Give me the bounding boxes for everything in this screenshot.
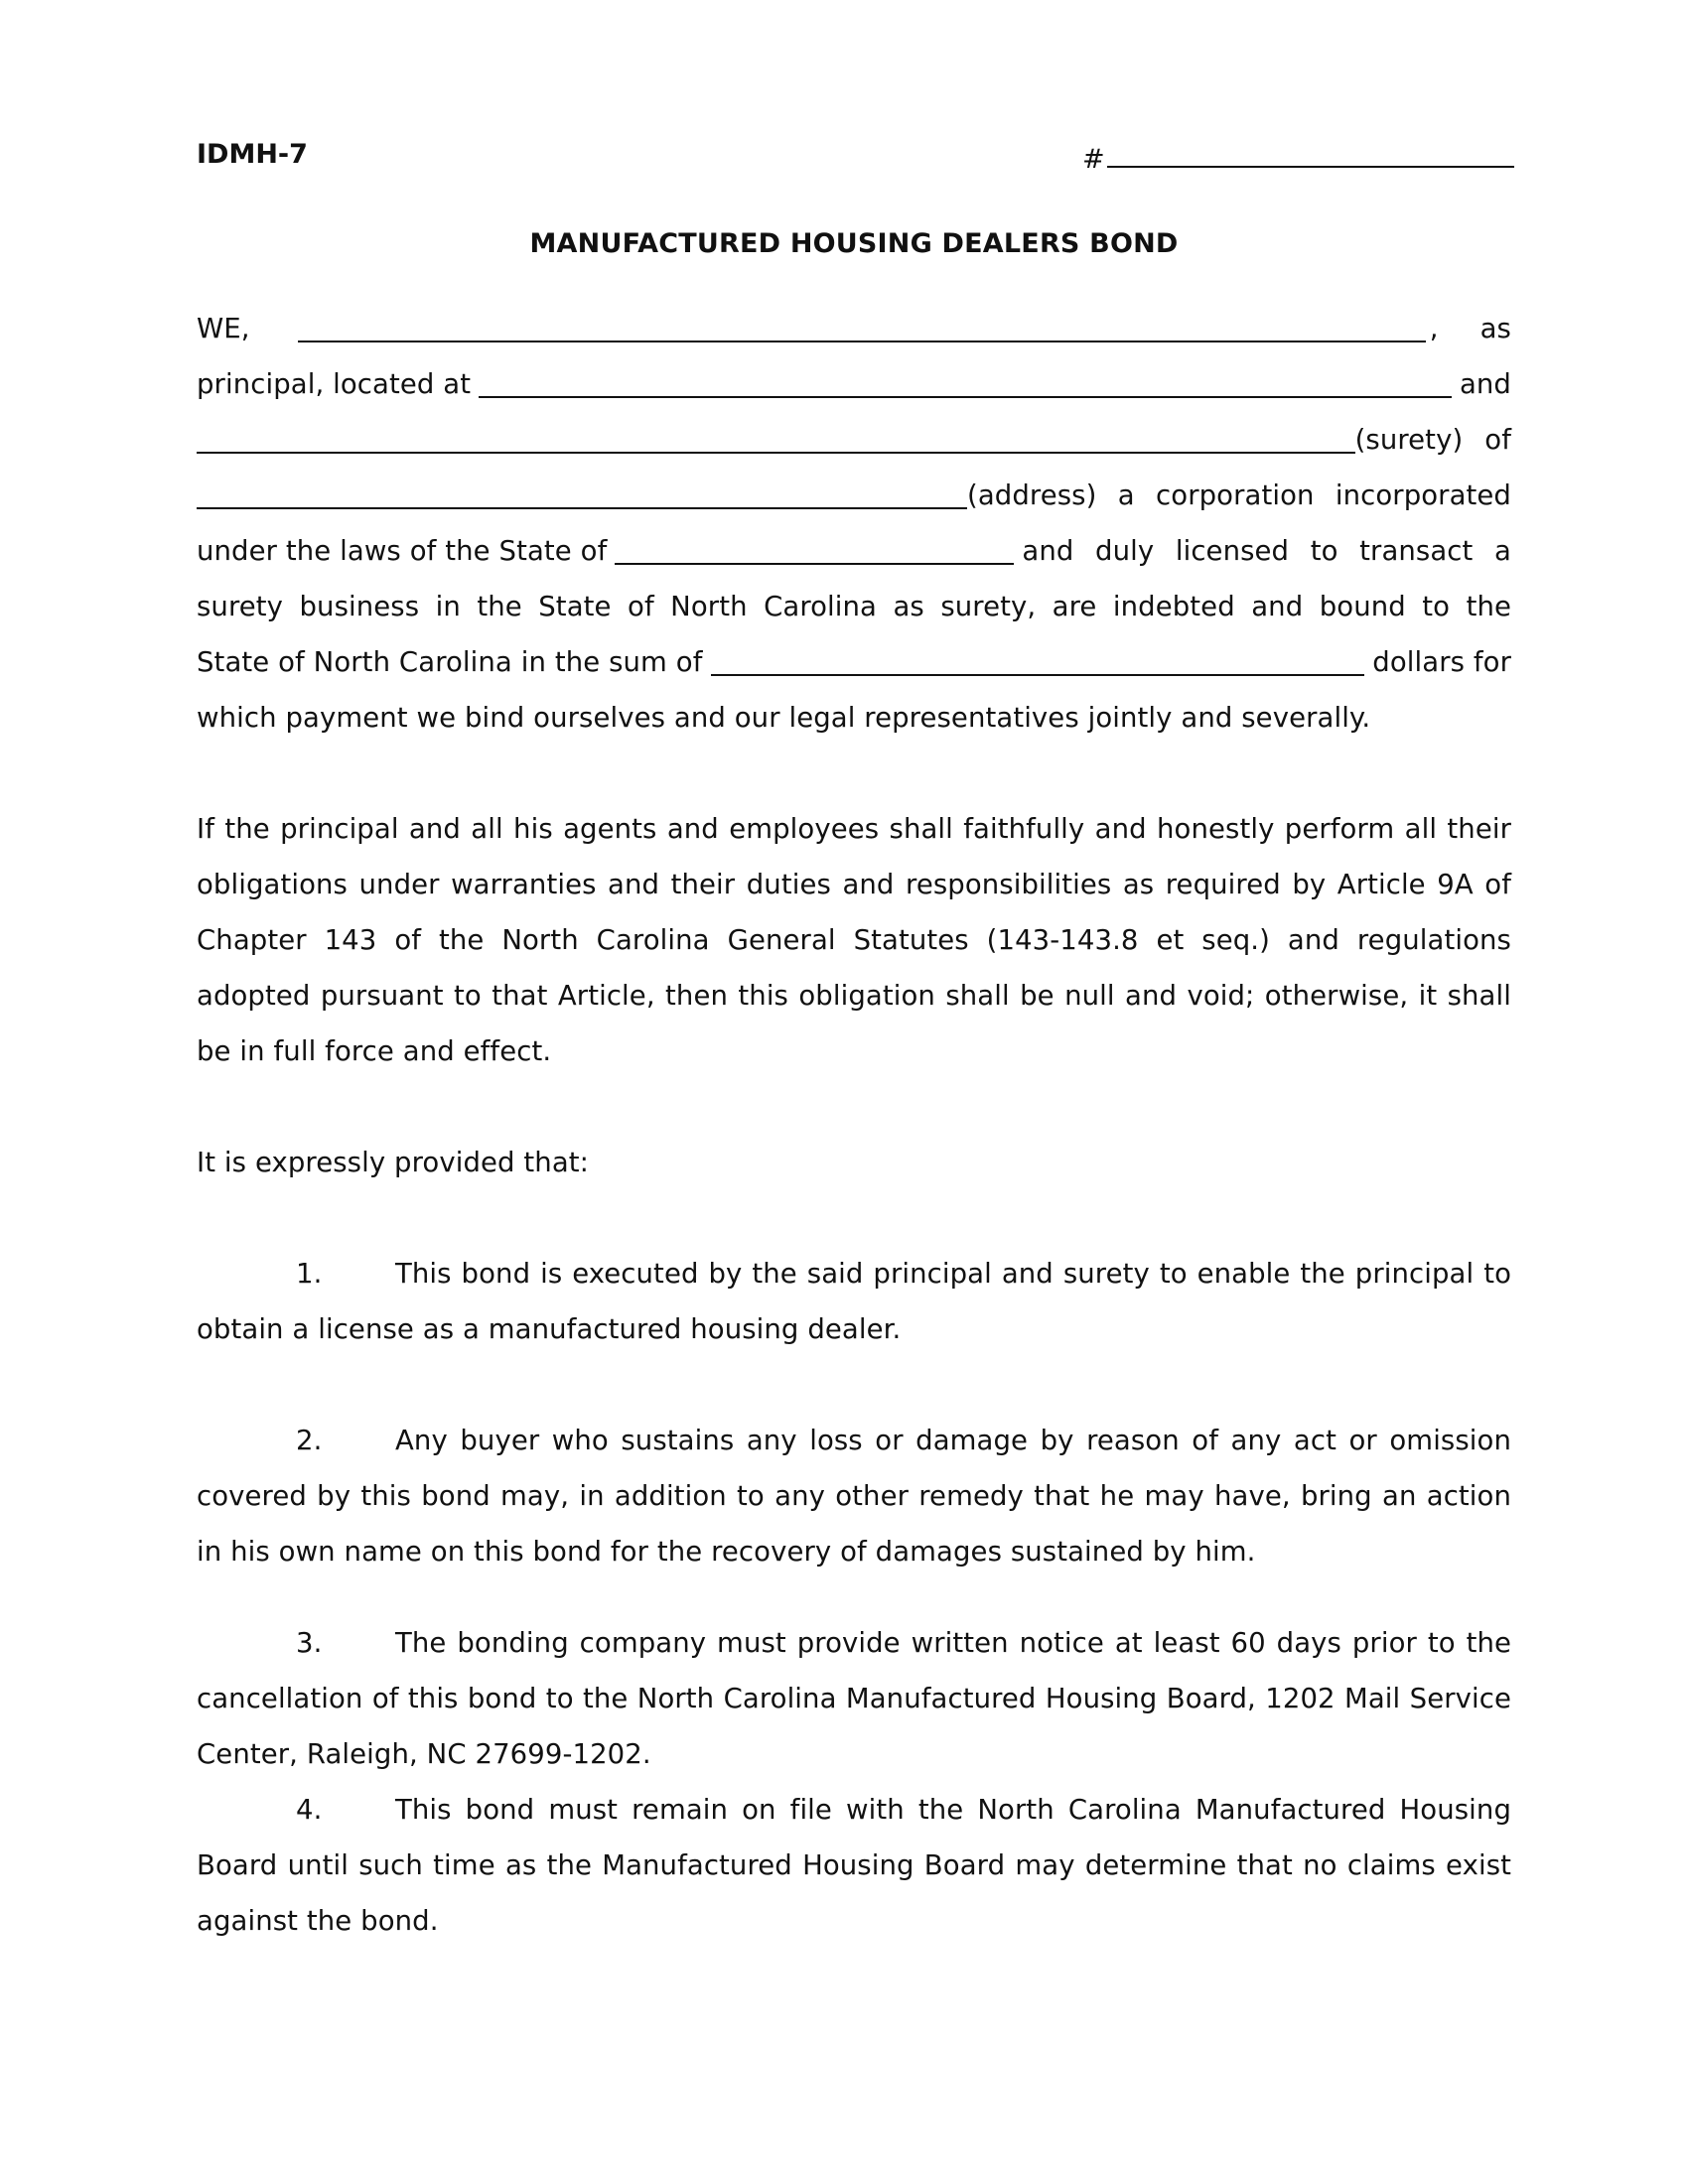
provision-text: This bond must remain on file with the North Carolina Manufactured Housing Board until such time as the Manufactured Housing Board may determine that no claims exist against the bond. — [197, 1794, 1511, 1937]
provided-intro: It is expressly provided that: — [197, 1147, 590, 1178]
and-label: and — [1459, 368, 1511, 400]
incorporation-state-blank[interactable] — [615, 533, 1014, 565]
condition-paragraph: If the principal and all his agents and employees shall faithfully and honestly perform all their obligations under warranties and their duties and responsibilities as required by Article 9A of Chapter 143 of the North Carolina General Statutes (143-143.8 et seq.) and regulations adopted pursuant to that Article, then this obligation shall be null and void; otherwise, it shall be in full force and effect. — [197, 813, 1511, 1067]
provision-number: 1. — [296, 1258, 323, 1290]
bond-number-blank[interactable] — [1107, 139, 1514, 168]
principal-name-blank[interactable] — [298, 311, 1426, 342]
duly-licensed-label: and duly licensed to transact a — [1022, 535, 1511, 567]
provision-text: Any buyer who sustains any loss or damage by reason of any act or omission covered by this bond may, in addition to any other remedy that he may have, bring an action in his own name on this bond for the recovery of damages sustained by him. — [197, 1425, 1511, 1568]
document-title: MANUFACTURED HOUSING DEALERS BOND — [529, 228, 1179, 259]
bond-line-3 — [197, 412, 1511, 468]
bond-line-6: surety business in the State of North Carolina as surety, are indebted and bound to the — [197, 591, 1511, 622]
bond-line-2 — [197, 356, 1511, 412]
of-label: of — [1484, 424, 1511, 456]
provision-number: 3. — [296, 1627, 323, 1659]
provision-4 — [197, 1782, 1511, 1949]
bond-line-7 — [197, 634, 1511, 690]
under-laws-label: under the laws of the State of — [197, 535, 608, 567]
bond-line-1 — [197, 301, 1511, 356]
provision-text: The bonding company must provide written notice at least 60 days prior to the cancellation of this bond to the North Carolina Manufactured Housing Board, 1202 Mail Service Center, Raleigh, NC 27699-1202. — [197, 1627, 1511, 1770]
surety-address-blank[interactable] — [197, 478, 967, 509]
number-label: # — [1082, 144, 1105, 175]
header — [197, 139, 1511, 179]
principal-address-blank[interactable] — [479, 366, 1452, 398]
document-page — [197, 139, 1511, 1949]
as-label: as — [1479, 313, 1511, 344]
form-id: IDMH-7 — [197, 139, 308, 170]
provision-1 — [197, 1246, 1511, 1357]
principal-located-label: principal, located at — [197, 368, 472, 400]
provision-text: This bond is executed by the said principal and surety to enable the principal to obtain a license as a manufactured housing dealer. — [197, 1258, 1511, 1345]
bond-line-4 — [197, 468, 1511, 523]
bond-amount-blank[interactable] — [711, 644, 1365, 676]
bond-line-5 — [197, 523, 1511, 579]
address-corp-label: (address) a corporation incorporated — [967, 479, 1511, 511]
provision-number: 4. — [296, 1794, 323, 1826]
we-label: WE, — [197, 313, 250, 344]
bond-line-8: which payment we bind ourselves and our legal representatives jointly and severally. — [197, 702, 1371, 734]
dollars-for-label: dollars for — [1372, 646, 1511, 678]
comma: , — [1429, 313, 1439, 344]
provision-2 — [197, 1413, 1511, 1579]
surety-label: (surety) — [1354, 424, 1464, 456]
state-sum-label: State of North Carolina in the sum of — [197, 646, 703, 678]
provision-number: 2. — [296, 1425, 323, 1456]
provision-3 — [197, 1615, 1511, 1782]
bond-paragraph — [197, 301, 1511, 746]
surety-name-blank[interactable] — [197, 422, 1355, 454]
bond-number-field[interactable] — [1082, 139, 1514, 175]
